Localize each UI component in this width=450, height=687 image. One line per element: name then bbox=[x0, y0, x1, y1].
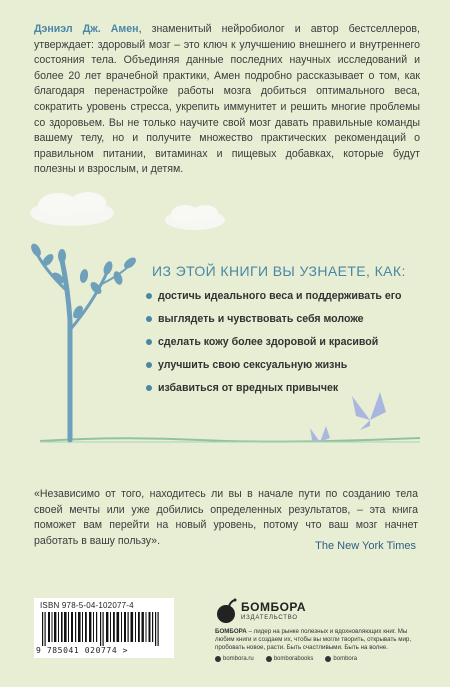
list-item bbox=[146, 382, 416, 395]
tree-branch-right bbox=[70, 270, 108, 330]
bullet-icon bbox=[146, 293, 152, 299]
grass-line bbox=[40, 438, 420, 442]
publisher-tagline-name: БОМБОРА bbox=[215, 628, 247, 635]
barcode bbox=[34, 598, 174, 658]
barcode-bars bbox=[40, 612, 168, 646]
list-item-text: улучшить свою сексуальную жизнь bbox=[158, 359, 348, 371]
list-item-text: выглядеть и чувствовать себя моложе bbox=[158, 313, 364, 325]
author-name: Дэниэл Дж. Амен bbox=[34, 23, 139, 35]
bullet-icon bbox=[146, 385, 152, 391]
bullet-icon bbox=[146, 316, 152, 322]
learn-heading: ИЗ ЭТОЙ КНИГИ ВЫ УЗНАЕТЕ, КАК: bbox=[152, 263, 406, 279]
vk-icon bbox=[266, 656, 272, 662]
intro-paragraph bbox=[34, 22, 420, 178]
list-item bbox=[146, 359, 416, 372]
publisher-name: БОМБОРА bbox=[241, 600, 307, 614]
instagram-icon bbox=[325, 656, 331, 662]
social-instagram-label: bombora bbox=[333, 656, 358, 662]
bombora-logo-icon bbox=[215, 598, 237, 624]
bullet-icon bbox=[146, 339, 152, 345]
publisher-tagline-text: – лидер на рынке полезных и вдохновляющих книг. Мы любим книги и создаем их, чтобы вы могли творить, открывать мир, пробовать новое, расти. Быть счастливыми. Быть на волне. bbox=[215, 628, 412, 651]
social-site-label: bombora.ru bbox=[223, 656, 254, 662]
list-item bbox=[146, 313, 416, 326]
publisher-subtitle: ИЗДАТЕЛЬСТВО bbox=[241, 615, 298, 621]
butterfly-small bbox=[310, 426, 330, 442]
intro-text: , знаменитый нейробиолог и автор бестселлеров, утверждает: здоровый мозг – это ключ к улучшению внешнего и внутреннего состояния тела. Объединяя данные последних научных исследований и более 20 лет врачебной практики, Амен подробно рассказывает о том, как благодаря перенастройке работы мозга добиться оптимального веса, сократить уровень стресса, укрепить иммунитет и решить многие проблемы со здоровьем. Вы не только научите свой мозг давать правильные команды вашему телу, но и получите множество практических рекомендаций о правильном питании, витаминах и пищевых добавках, которые будут полезны и взрослым, и детям. bbox=[34, 23, 420, 176]
cloud-right bbox=[165, 205, 225, 230]
social-site[interactable] bbox=[215, 656, 254, 662]
bullet-icon bbox=[146, 362, 152, 368]
publisher-tagline bbox=[215, 628, 425, 652]
barcode-digits: 9 785041 020774 > bbox=[36, 646, 129, 655]
list-item-text: достичь идеального веса и поддерживать его bbox=[158, 290, 402, 302]
social-vk[interactable] bbox=[266, 656, 314, 662]
list-item bbox=[146, 290, 416, 303]
learn-list bbox=[146, 290, 416, 405]
list-item bbox=[146, 336, 416, 349]
isbn-label: ISBN 978-5-04-102077-4 bbox=[40, 601, 134, 610]
quote-source: The New York Times bbox=[315, 540, 416, 552]
list-item-text: избавиться от вредных привычек bbox=[158, 382, 339, 394]
publisher-socials bbox=[215, 656, 425, 662]
review-quote: «Независимо от того, находитесь ли вы в начале пути по созданию тела своей мечты или уже добились определенных результатов, – эта книга поможет вам перейти на новый уровень, потому что ваш мозг начнет работать в вашу пользу». bbox=[34, 488, 418, 547]
tree-leaves bbox=[29, 242, 138, 320]
social-instagram[interactable] bbox=[325, 656, 357, 662]
cloud-left bbox=[30, 192, 114, 226]
globe-icon bbox=[215, 656, 221, 662]
social-vk-label: bomborabooks bbox=[273, 656, 314, 662]
list-item-text: сделать кожу более здоровой и красивой bbox=[158, 336, 379, 348]
